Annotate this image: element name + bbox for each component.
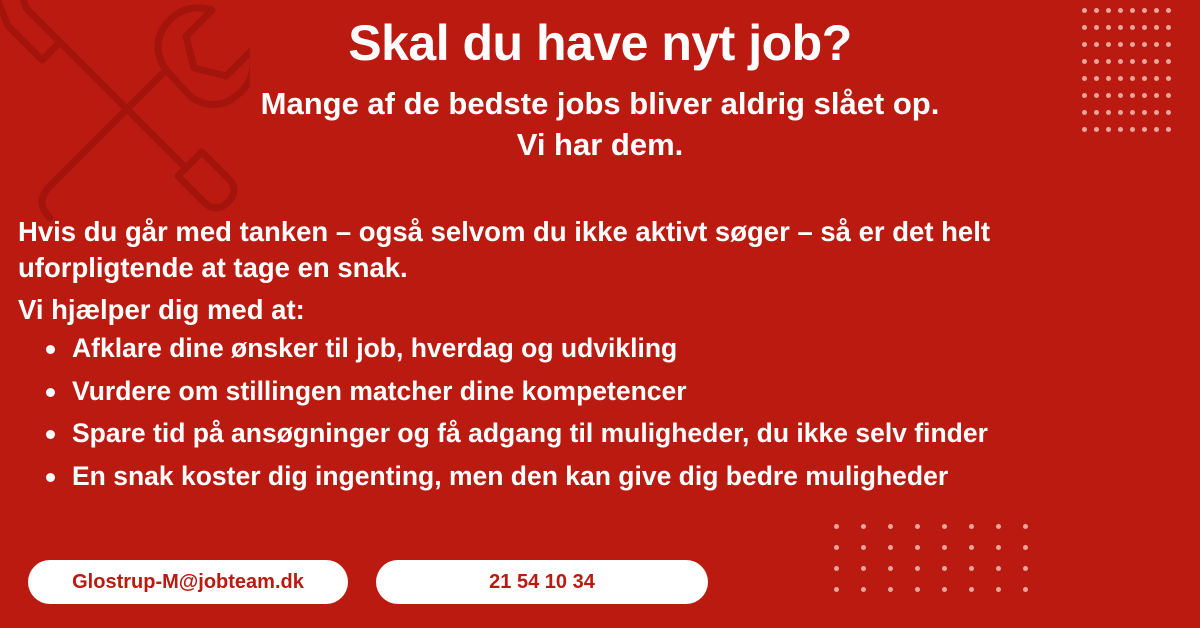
list-item: Spare tid på ansøgninger og få adgang til muligheder, du ikke selv finder (72, 420, 1183, 447)
lead-paragraph: Vi hjælper dig med at: (18, 293, 305, 325)
dot-grid-bottom-right (834, 524, 1050, 608)
list-item: Vurdere om stillingen matcher dine kompetencer (72, 378, 1183, 405)
phone-button[interactable]: 21 54 10 34 (376, 560, 708, 604)
subtitle-line-1: Mange af de bedste jobs bliver aldrig slået op. (260, 86, 940, 121)
headline-block (0, 14, 1200, 166)
email-button[interactable]: Glostrup-M@jobteam.dk (28, 560, 348, 604)
list-item: En snak koster dig ingenting, men den kan give dig bedre muligheder (72, 463, 1183, 490)
page-title: Skal du have nyt job? (348, 15, 852, 71)
contact-bar (28, 560, 708, 604)
intro-paragraph: Hvis du går med tanken – også selvom du ikke aktivt søger – så er det helt uforpligtende at tage en snak. (18, 216, 991, 283)
benefits-list (18, 335, 1183, 489)
body-copy (18, 214, 1183, 505)
list-item: Afklare dine ønsker til job, hverdag og udvikling (72, 335, 1183, 362)
subtitle-line-2: Vi har dem. (516, 126, 684, 162)
subtitle (0, 84, 1200, 166)
